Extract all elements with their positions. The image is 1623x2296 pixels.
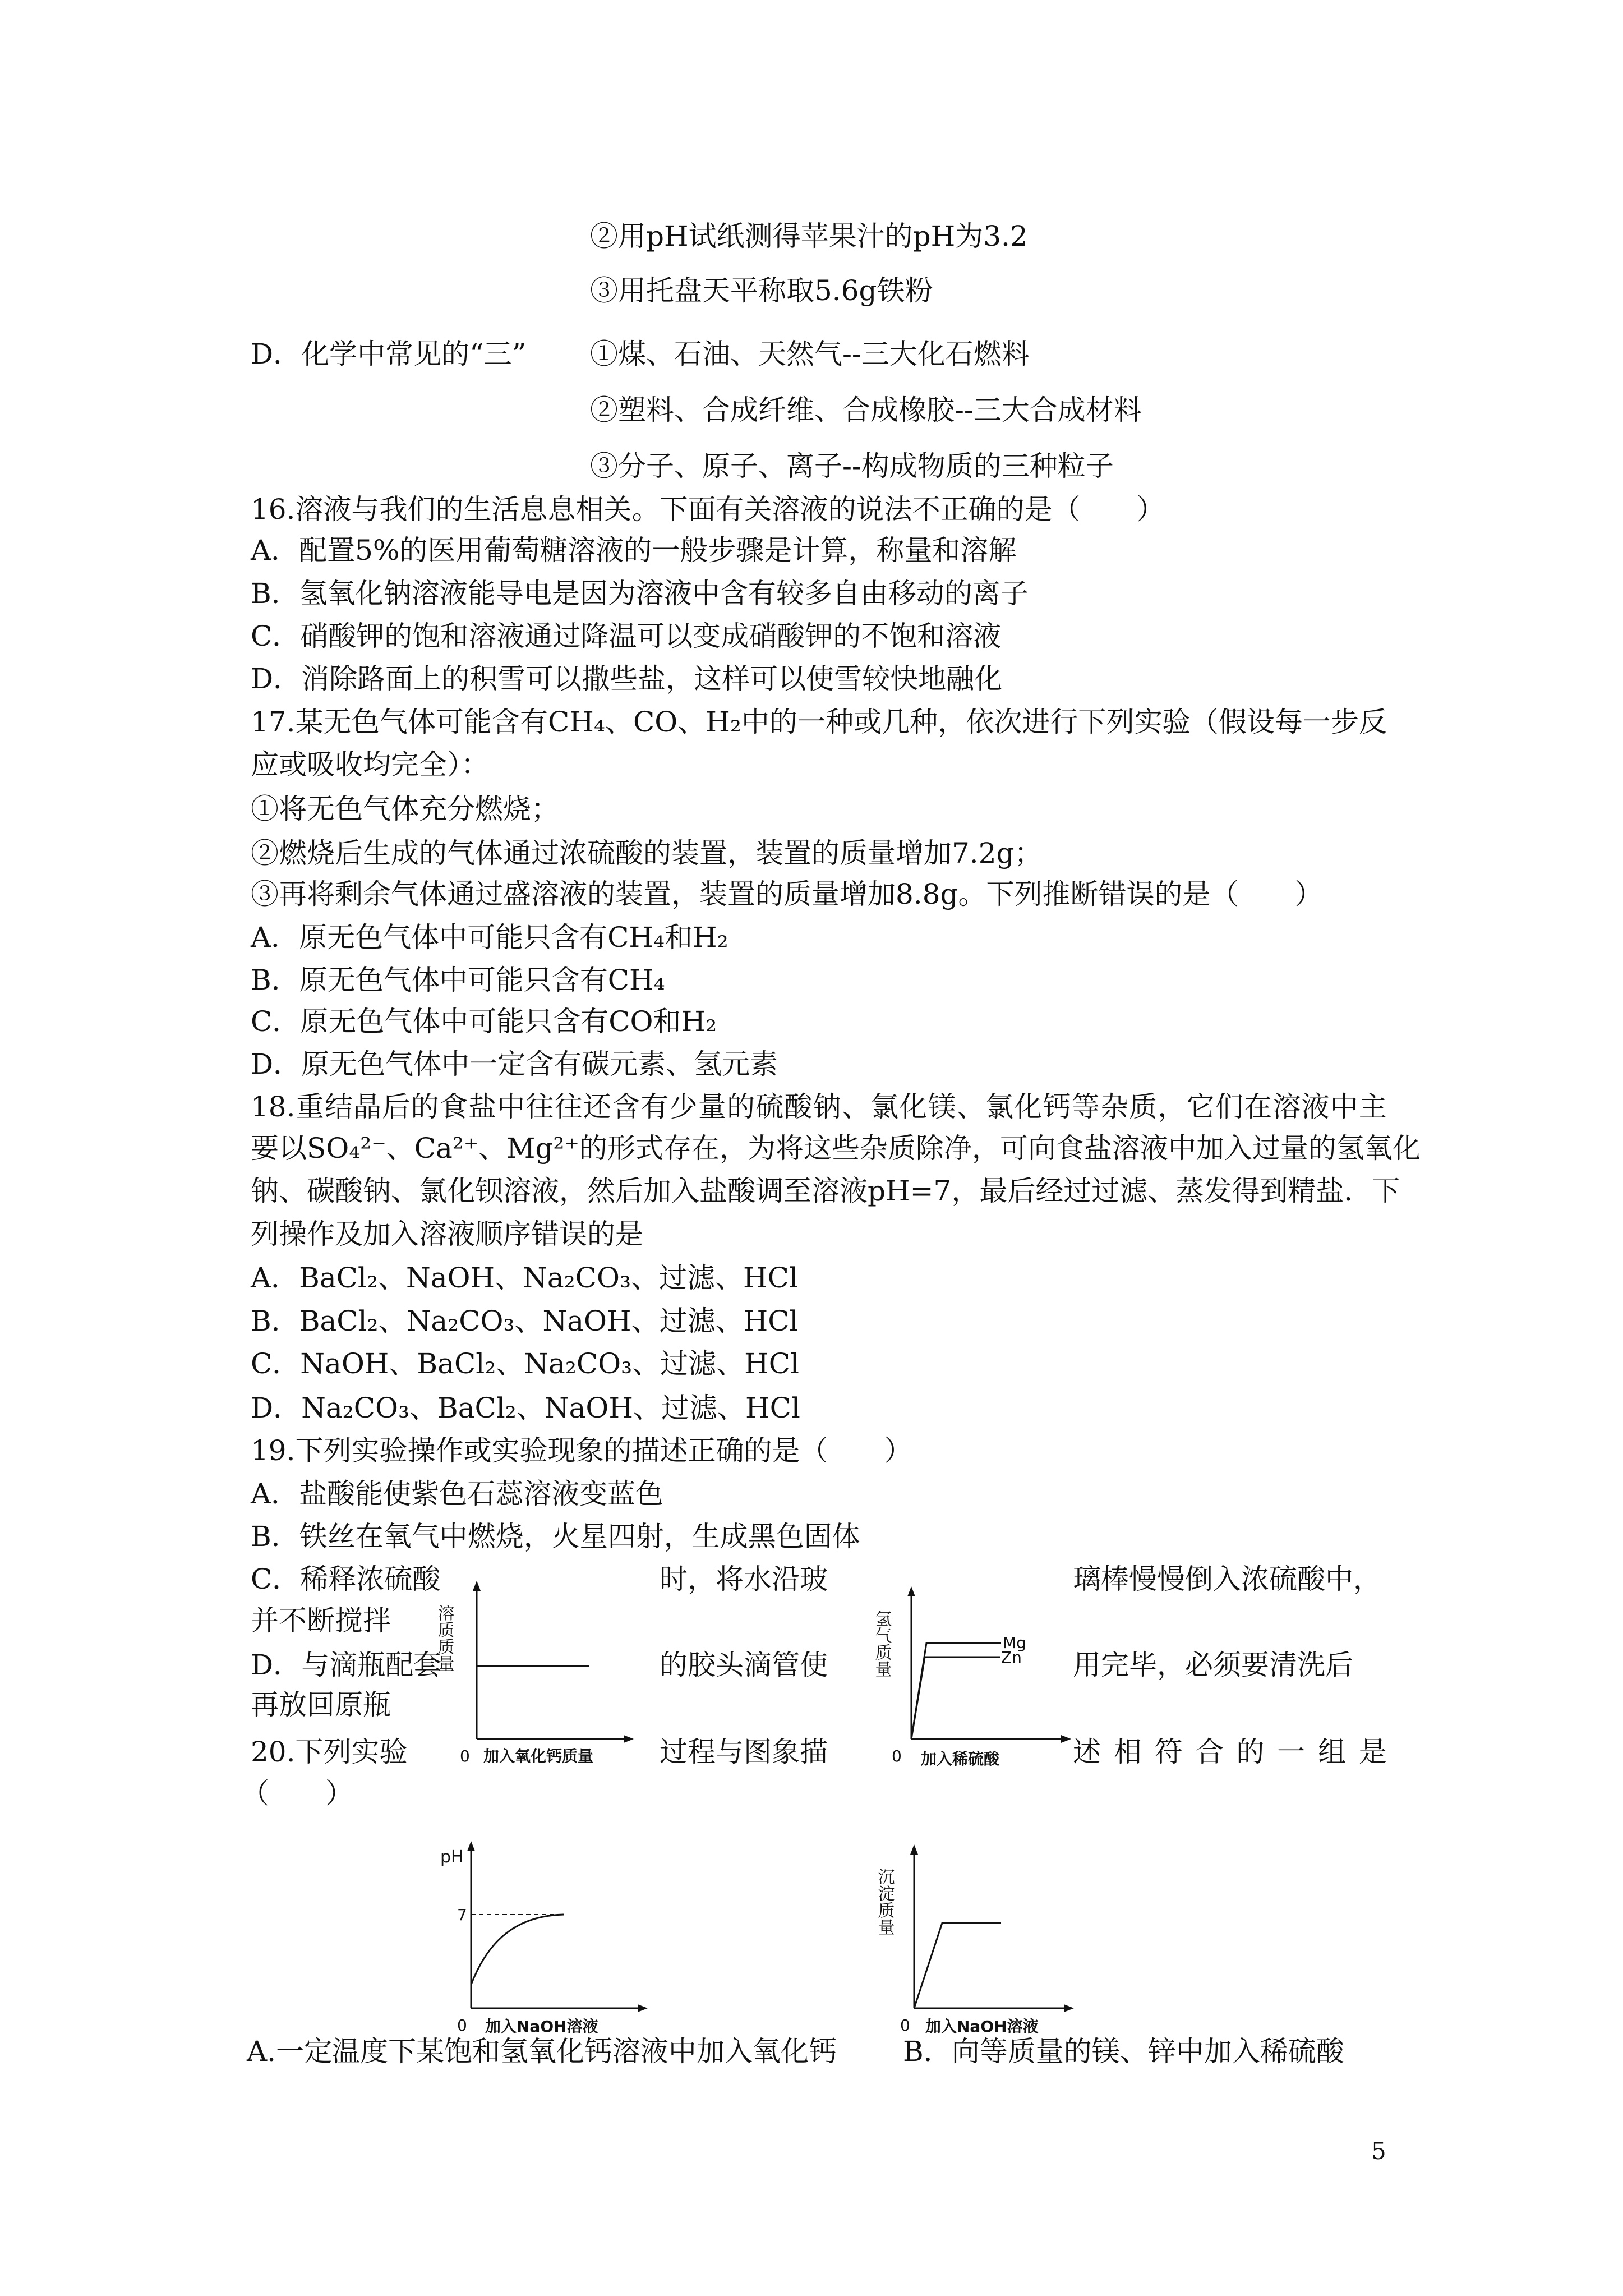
q15-d-item-3: ③分子、原子、离子--构成物质的三种粒子 [590, 450, 1114, 482]
q17-option-c: C．原无色气体中可能只含有CO和H₂ [251, 1005, 717, 1038]
q16-option-a: A．配置5%的医用葡萄糖溶液的一般步骤是计算，称量和溶解 [251, 534, 1017, 567]
q19-option-c-cont: 并不断搅拌 [251, 1604, 391, 1637]
q17-stem-line1: 17.某无色气体可能含有CH₄、CO、H₂中的一种或几种，依次进行下列实验（假设每一步反 [251, 706, 1387, 738]
q16-option-c: C．硝酸钾的饱和溶液通过降温可以变成硝酸钾的不饱和溶液 [251, 620, 1002, 652]
y-axis-arrow-icon [473, 1581, 481, 1591]
q17-stem-line2: 应或吸收均完全）： [251, 748, 489, 781]
q17-option-a: A．原无色气体中可能只含有CH₄和H₂ [251, 921, 728, 954]
q18-stem-line2: 要以SO₄²⁻、Ca²⁺、Mg²⁺的形式存在，为将这些杂质除净，可向食盐溶液中加入过量的氢氧化 [251, 1132, 1421, 1165]
tick-7: 7 [457, 1906, 467, 1924]
zn-line [911, 1657, 1000, 1739]
q20-stem-part2: 过程与图象描 [660, 1736, 828, 1768]
mg-label: Mg [1003, 1634, 1026, 1652]
x-axis-label: 加入NaOH溶液 [485, 2017, 598, 2036]
x-axis-label: 加入稀硫酸 [921, 1750, 1000, 1768]
q19-option-d-part2: 的胶头滴管使 [660, 1649, 828, 1681]
q20-stem-part1: 20.下列实验 [251, 1736, 408, 1768]
q17-step-1: ①将无色气体充分燃烧； [251, 793, 559, 825]
q17-option-d: D．原无色气体中一定含有碳元素、氢元素 [251, 1048, 778, 1080]
precipitate-line [914, 1923, 1001, 2008]
q18-option-c: C．NaOH、BaCl₂、Na₂CO₃、过滤、HCl [251, 1347, 800, 1380]
q17-step-2: ②燃烧后生成的气体通过浓硫酸的装置，装置的质量增加7.2g； [251, 837, 1043, 869]
q19-option-c-part2: 时，将水沿玻 [660, 1563, 828, 1595]
x-axis-arrow-icon [624, 1735, 634, 1743]
y-axis-label: 沉淀质量 [874, 1868, 895, 1935]
q19-option-b: B．铁丝在氧气中燃烧，火星四射，生成黑色固体 [251, 1520, 860, 1553]
figure-solute-mass [434, 1571, 651, 1767]
q20-answer-blank: （ ） [241, 1777, 353, 1810]
zn-label: Zn [1001, 1648, 1022, 1667]
origin-label: 0 [900, 2016, 910, 2035]
q16-stem: 16.溶液与我们的生活息息相关。下面有关溶液的说法不正确的是（ ） [251, 493, 1165, 526]
origin-label: 0 [457, 2016, 467, 2035]
x-axis-arrow-icon [1061, 1735, 1071, 1743]
x-axis-arrow-icon [638, 2004, 648, 2012]
q18-stem-line1: 18.重结晶后的食盐中往往还含有少量的硫酸钠、氯化镁、氯化钙等杂质，它们在溶液中主 [251, 1091, 1387, 1123]
q18-stem-line4: 列操作及加入溶液顺序错误的是 [251, 1218, 643, 1250]
q20-caption-a: A.一定温度下某饱和氢氧化钙溶液中加入氧化钙 [247, 2035, 837, 2068]
q15-d-item-2: ②塑料、合成纤维、合成橡胶--三大合成材料 [590, 394, 1142, 426]
figure-hydrogen-mass [872, 1571, 1088, 1768]
ph-curve [471, 1915, 564, 1985]
x-axis-arrow-icon [1064, 2004, 1074, 2012]
q16-option-b: B．氢氧化钠溶液能导电是因为溶液中含有较多自由移动的离子 [251, 577, 1029, 610]
q16-option-d: D．消除路面上的积雪可以撒些盐，这样可以使雪较快地融化 [251, 662, 1003, 695]
q19-option-d-part1: D．与滴瓶配套 [251, 1649, 442, 1681]
q18-option-b: B．BaCl₂、Na₂CO₃、NaOH、过滤、HCl [251, 1305, 799, 1337]
q19-option-a: A．盐酸能使紫色石蕊溶液变蓝色 [251, 1478, 664, 1510]
y-axis-label: 溶质质量 [434, 1604, 454, 1672]
q18-option-d: D．Na₂CO₃、BaCl₂、NaOH、过滤、HCl [251, 1392, 800, 1424]
origin-label: 0 [892, 1747, 902, 1765]
q19-option-d-cont: 再放回原瓶 [251, 1688, 391, 1721]
q15-d-label: D．化学中常见的“三” [251, 338, 527, 370]
q15-d-item-1: ①煤、石油、天然气--三大化石燃料 [590, 338, 1030, 370]
q19-option-c-part3: 璃棒慢慢倒入浓硫酸中， [1073, 1563, 1381, 1595]
q19-stem: 19.下列实验操作或实验现象的描述正确的是（ ） [251, 1434, 912, 1467]
q17-option-b: B．原无色气体中可能只含有CH₄ [251, 964, 665, 996]
x-axis-label: 加入氧化钙质量 [483, 1747, 594, 1765]
x-axis-label: 加入NaOH溶液 [925, 2017, 1039, 2036]
q15-c-item-2: ②用pH试纸测得苹果汁的pH为3.2 [590, 220, 1028, 252]
q17-step-3: ③再将剩余气体通过盛溶液的装置，装置的质量增加8.8g。下列推断错误的是（ ） [251, 878, 1323, 910]
y-axis-arrow-icon [907, 1586, 915, 1596]
figure-ph [426, 1829, 662, 2036]
origin-label: 0 [460, 1747, 470, 1765]
y-axis-label: pH [440, 1847, 464, 1867]
q18-option-a: A．BaCl₂、NaOH、Na₂CO₃、过滤、HCl [251, 1262, 798, 1294]
q20-stem-part3: 述相符合的一组是 [1073, 1736, 1387, 1768]
q19-option-d-part3: 用完毕，必须要清洗后 [1073, 1649, 1353, 1681]
y-axis-label: 氢气质量 [872, 1610, 892, 1677]
q15-c-item-3: ③用托盘天平称取5.6g铁粉 [590, 274, 933, 307]
q19-option-c-part1: C．稀释浓硫酸 [251, 1563, 441, 1595]
y-axis-arrow-icon [910, 1844, 918, 1855]
q18-stem-line3: 钠、碳酸钠、氯化钡溶液，然后加入盐酸调至溶液pH=7，最后经过过滤、蒸发得到精盐．下 [251, 1175, 1400, 1207]
y-axis-arrow-icon [467, 1841, 475, 1851]
q20-caption-b: B．向等质量的镁、锌中加入稀硫酸 [903, 2035, 1344, 2068]
figure-precipitate-mass [872, 1829, 1096, 2036]
page-number: 5 [1371, 2137, 1386, 2165]
